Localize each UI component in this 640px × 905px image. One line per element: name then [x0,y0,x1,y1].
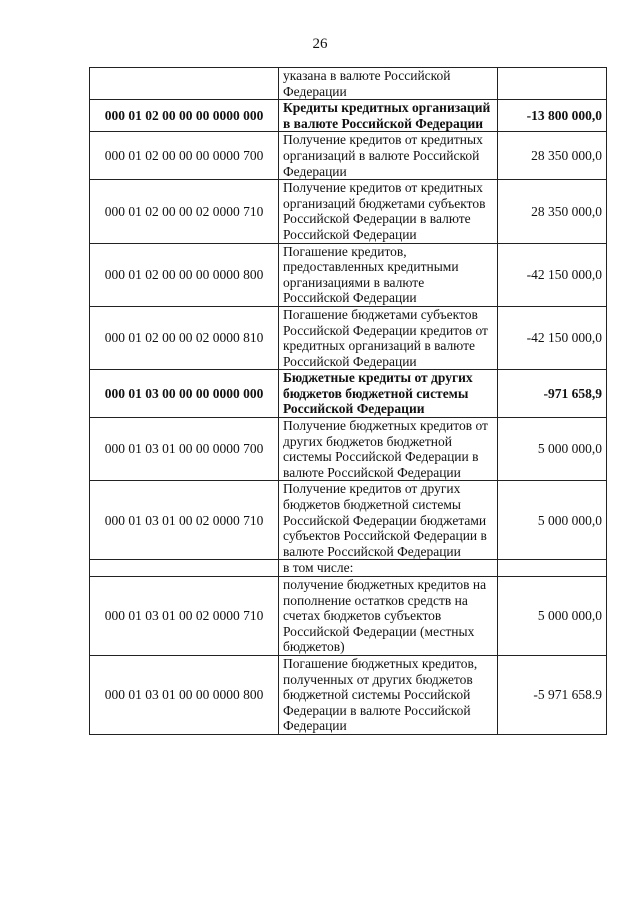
table-row [90,560,607,577]
item-name-cell: получение бюджетных кредитов на пополнение остатков средств на счетах бюджетов субъектов Российской Федерации (местных бюджетов) [279,577,498,656]
budget-code-cell: 000 01 02 00 00 00 0000 700 [90,132,279,180]
budget-code-cell: 000 01 03 01 00 02 0000 710 [90,577,279,656]
item-name-cell: Погашение бюджетами субъектов Российской Федерации кредитов от кредитных организаций в валюте Российской Федерации [279,306,498,369]
budget-code-cell: 000 01 03 01 00 00 0000 700 [90,418,279,481]
item-name-cell: Получение кредитов от других бюджетов бюджетной системы Российской Федерации бюджетами субъектов Российской Федерации в валюте Российской Федерации [279,481,498,560]
budget-code-cell: 000 01 03 00 00 00 0000 000 [90,370,279,418]
table-row [90,100,607,132]
budget-code-cell: 000 01 02 00 00 02 0000 810 [90,306,279,369]
amount-cell: -42 150 000,0 [498,306,607,369]
budget-code-cell [90,560,279,577]
amount-cell: 5 000 000,0 [498,418,607,481]
budget-code-cell [90,68,279,100]
item-name-cell: Погашение кредитов, предоставленных кредитными организациями в валюте Российской Федерации [279,243,498,306]
table-row [90,655,607,734]
budget-code-cell: 000 01 03 01 00 02 0000 710 [90,481,279,560]
amount-cell: -5 971 658.9 [498,655,607,734]
amount-cell: 5 000 000,0 [498,481,607,560]
budget-code-cell: 000 01 02 00 00 00 0000 000 [90,100,279,132]
table-row [90,370,607,418]
item-name-cell: Погашение бюджетных кредитов, полученных от других бюджетов бюджетной системы Российской Федерации в валюте Российской Федерации [279,655,498,734]
amount-cell: -42 150 000,0 [498,243,607,306]
table-row [90,68,607,100]
amount-cell: 28 350 000,0 [498,132,607,180]
amount-cell: 28 350 000,0 [498,180,607,243]
amount-cell [498,560,607,577]
amount-cell: 5 000 000,0 [498,577,607,656]
budget-sources-table [89,67,607,735]
table-row [90,577,607,656]
amount-cell: -971 658,9 [498,370,607,418]
item-name-cell: Бюджетные кредиты от других бюджетов бюджетной системы Российской Федерации [279,370,498,418]
budget-code-cell: 000 01 02 00 00 00 0000 800 [90,243,279,306]
item-name-cell: Получение кредитов от кредитных организаций в валюте Российской Федерации [279,132,498,180]
page-number: 26 [312,36,328,52]
table-row [90,418,607,481]
item-name-cell: Кредиты кредитных организаций в валюте Российской Федерации [279,100,498,132]
item-name-cell: в том числе: [279,560,498,577]
table-row [90,243,607,306]
item-name-cell: Получение бюджетных кредитов от других бюджетов бюджетной системы Российской Федерации в валюте Российской Федерации [279,418,498,481]
table-row [90,132,607,180]
table-row [90,306,607,369]
budget-code-cell: 000 01 02 00 00 02 0000 710 [90,180,279,243]
amount-cell: -13 800 000,0 [498,100,607,132]
table-body [90,68,607,735]
item-name-cell: указана в валюте Российской Федерации [279,68,498,100]
table-row [90,180,607,243]
item-name-cell: Получение кредитов от кредитных организаций бюджетами субъектов Российской Федерации в валюте Российской Федерации [279,180,498,243]
table-row [90,481,607,560]
budget-code-cell: 000 01 03 01 00 00 0000 800 [90,655,279,734]
amount-cell [498,68,607,100]
